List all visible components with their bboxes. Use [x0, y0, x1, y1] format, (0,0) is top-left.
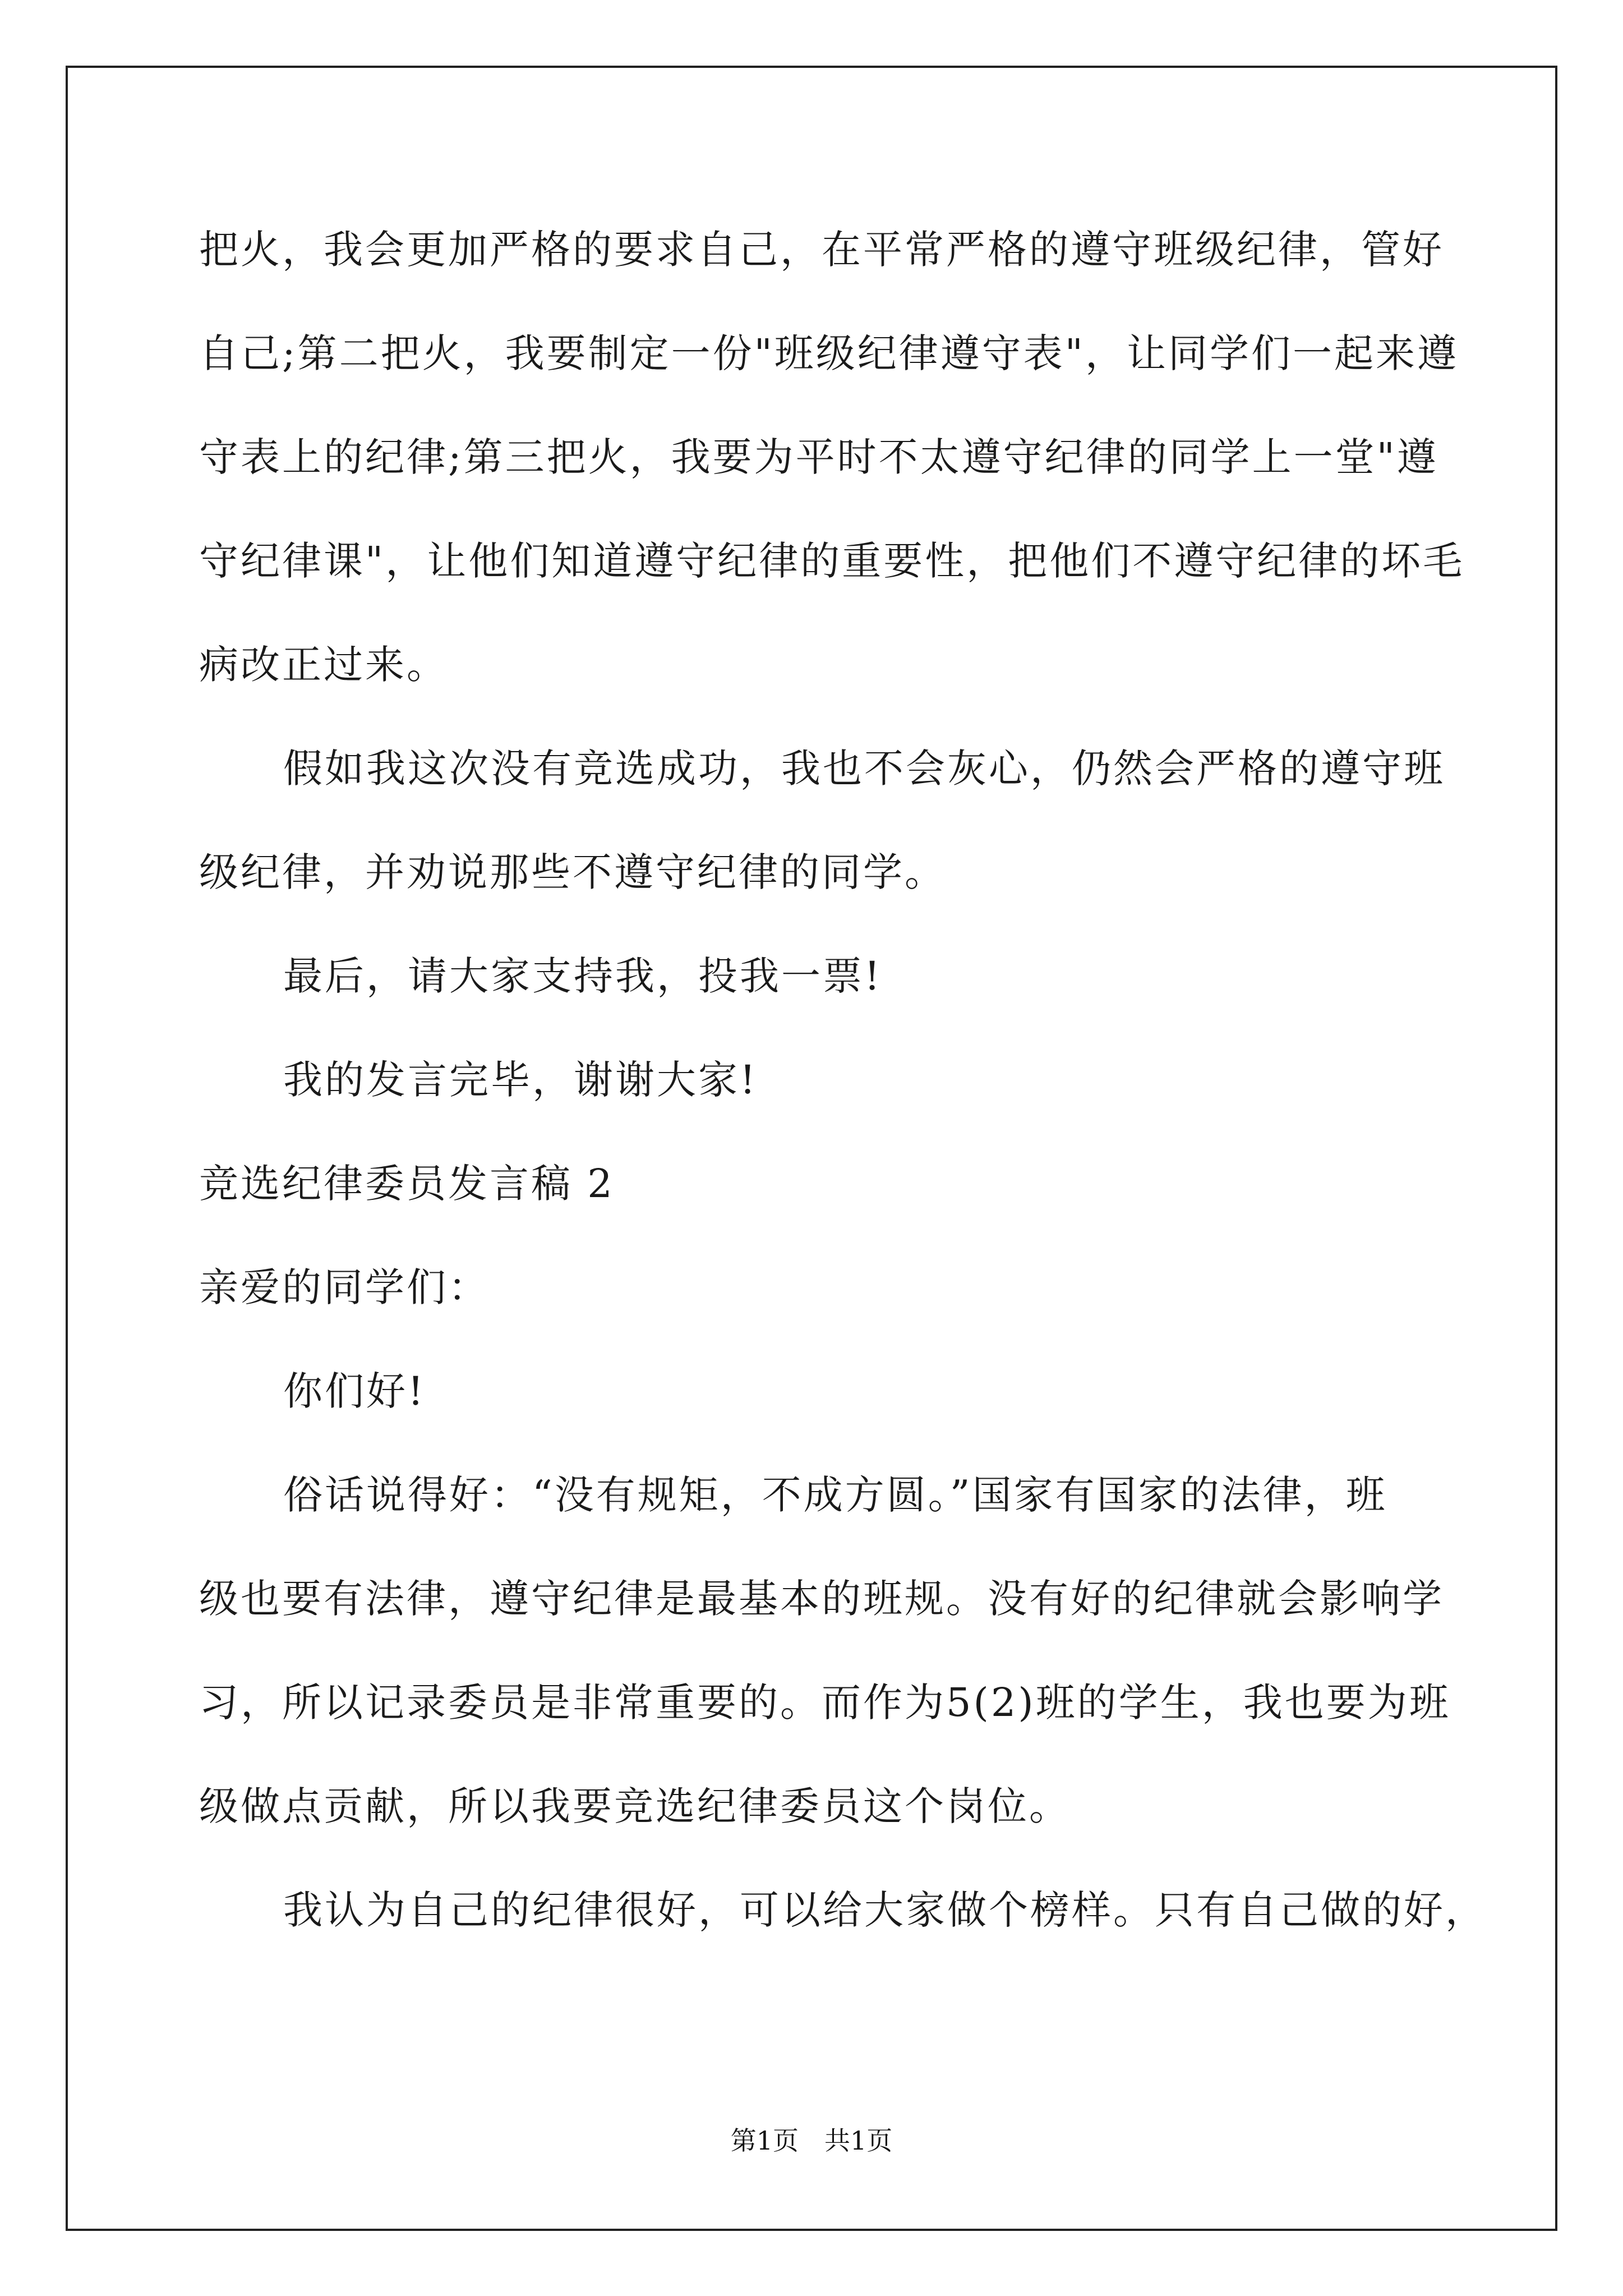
text-line: 级做点贡献，所以我要竞选纪律委员这个岗位。 [199, 1783, 1071, 1829]
page-footer: 第1页 共1页 [730, 2125, 893, 2156]
text-line: 级纪律，并劝说那些不遵守纪律的同学。 [199, 849, 946, 895]
text-line: 自己;第二把火，我要制定一份"班级纪律遵守表"，让同学们一起来遵 [199, 330, 1459, 376]
text-line: 病改正过来。 [199, 642, 448, 688]
text-line: 把火，我会更加严格的要求自己，在平常严格的遵守班级纪律，管好 [199, 227, 1444, 273]
text-line: 假如我这次没有竞选成功，我也不会灰心，仍然会严格的遵守班 [283, 746, 1445, 792]
greeting: 你们好! [283, 1368, 426, 1414]
document-body [199, 216, 1487, 1980]
text-line: 俗话说得好：“没有规矩，不成方圆。”国家有国家的法律，班 [283, 1472, 1387, 1518]
text-line: 我的发言完毕，谢谢大家! [283, 1057, 758, 1103]
text-line: 守表上的纪律;第三把火，我要为平时不太遵守纪律的同学上一堂"遵 [199, 434, 1438, 480]
text-line: 习，所以记录委员是非常重要的。而作为5(2)班的学生，我也要为班 [199, 1680, 1451, 1726]
text-line: 我认为自己的纪律很好，可以给大家做个榜样。只有自己做的好， [283, 1887, 1487, 1933]
text-line: 级也要有法律，遵守纪律是最基本的班规。没有好的纪律就会影响学 [199, 1576, 1444, 1622]
salutation: 亲爱的同学们： [199, 1264, 490, 1310]
text-line: 守纪律课"，让他们知道遵守纪律的重要性，把他们不遵守纪律的坏毛 [199, 538, 1465, 584]
section-title: 竞选纪律委员发言稿 2 [199, 1161, 615, 1207]
text-line: 最后，请大家支持我，投我一票! [283, 953, 883, 999]
